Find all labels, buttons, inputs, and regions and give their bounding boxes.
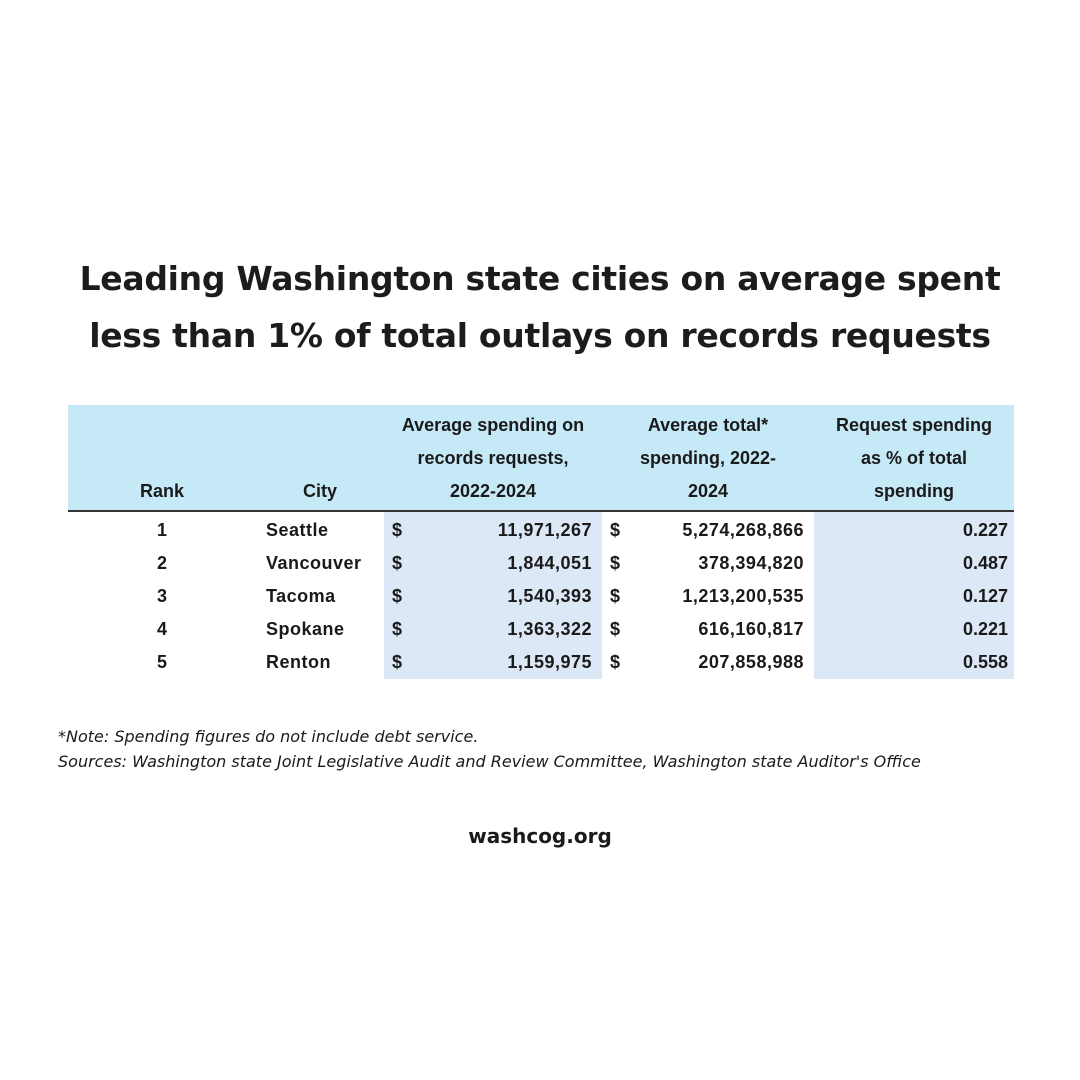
header-text: Rank bbox=[139, 481, 184, 501]
title-line-1: Leading Washington state cities on average spent bbox=[79, 259, 1001, 298]
currency-symbol: $ bbox=[610, 586, 621, 606]
header-text: 2022-2024 bbox=[449, 481, 537, 501]
header-text bbox=[256, 442, 384, 475]
table-header-row bbox=[68, 405, 1014, 511]
currency-symbol: $ bbox=[610, 619, 621, 639]
currency-symbol: $ bbox=[392, 619, 403, 639]
avg-total-cell bbox=[602, 646, 814, 679]
column-header-pct bbox=[814, 405, 1014, 511]
header-text: records requests, bbox=[417, 448, 569, 468]
avg-records-cell bbox=[384, 547, 602, 580]
avg-total-cell bbox=[602, 613, 814, 646]
rank-cell: 5 bbox=[156, 652, 167, 672]
column-header-avg-records bbox=[384, 405, 602, 511]
avg-records-cell bbox=[384, 613, 602, 646]
column-header-rank bbox=[68, 405, 256, 511]
page-title bbox=[40, 250, 1040, 364]
table-row bbox=[68, 646, 1014, 679]
amount-value: 1,159,975 bbox=[507, 652, 592, 672]
footnote-note: *Note: Spending figures do not include debt service. bbox=[58, 727, 479, 746]
column-header-city bbox=[256, 405, 384, 511]
website-link[interactable]: washcog.org bbox=[468, 824, 612, 848]
amount-value: 1,363,322 bbox=[507, 619, 592, 639]
pct-cell: 0.221 bbox=[814, 613, 1014, 646]
amount-value: 378,394,820 bbox=[698, 553, 804, 573]
rank-cell: 1 bbox=[156, 520, 167, 540]
table-body bbox=[68, 511, 1014, 679]
currency-symbol: $ bbox=[610, 553, 621, 573]
avg-total-cell bbox=[602, 511, 814, 547]
header-text: spending bbox=[874, 481, 954, 501]
city-cell: Tacoma bbox=[266, 586, 336, 606]
footnote-sources: Sources: Washington state Joint Legislative Audit and Review Committee, Washington state Auditor's Office bbox=[58, 752, 921, 771]
rank-cell: 4 bbox=[156, 619, 167, 639]
table-row bbox=[68, 613, 1014, 646]
currency-symbol: $ bbox=[610, 520, 621, 540]
amount-value: 1,213,200,535 bbox=[682, 586, 804, 606]
city-cell: Spokane bbox=[266, 619, 345, 639]
pct-cell: 0.487 bbox=[814, 547, 1014, 580]
currency-symbol: $ bbox=[610, 652, 621, 672]
pct-cell: 0.558 bbox=[814, 646, 1014, 679]
header-text: Average spending on bbox=[401, 415, 585, 435]
header-text: City bbox=[302, 481, 337, 501]
table-row bbox=[68, 547, 1014, 580]
amount-value: 1,844,051 bbox=[507, 553, 592, 573]
currency-symbol: $ bbox=[392, 586, 403, 606]
column-header-avg-total bbox=[602, 405, 814, 511]
footnotes bbox=[58, 724, 1048, 774]
header-text: as % of total bbox=[860, 448, 967, 468]
avg-total-cell bbox=[602, 580, 814, 613]
rank-cell: 3 bbox=[156, 586, 167, 606]
amount-value: 11,971,267 bbox=[497, 520, 592, 540]
title-line-2: less than 1% of total outlays on records requests bbox=[89, 316, 991, 355]
pct-cell: 0.227 bbox=[814, 511, 1014, 547]
amount-value: 616,160,817 bbox=[698, 619, 804, 639]
city-cell: Seattle bbox=[266, 520, 329, 540]
rank-cell: 2 bbox=[156, 553, 167, 573]
avg-total-cell bbox=[602, 547, 814, 580]
header-text: 2024 bbox=[687, 481, 729, 501]
currency-symbol: $ bbox=[392, 652, 403, 672]
avg-records-cell bbox=[384, 580, 602, 613]
city-cell: Vancouver bbox=[266, 553, 362, 573]
amount-value: 207,858,988 bbox=[698, 652, 804, 672]
header-text bbox=[68, 409, 256, 442]
table-row bbox=[68, 580, 1014, 613]
header-text bbox=[68, 442, 256, 475]
amount-value: 5,274,268,866 bbox=[682, 520, 804, 540]
pct-cell: 0.127 bbox=[814, 580, 1014, 613]
header-text bbox=[256, 409, 384, 442]
header-text: Request spending bbox=[835, 415, 992, 435]
header-text: spending, 2022- bbox=[639, 448, 777, 468]
spending-table bbox=[68, 405, 1014, 677]
currency-symbol: $ bbox=[392, 553, 403, 573]
city-cell: Renton bbox=[266, 652, 331, 672]
table-row bbox=[68, 511, 1014, 547]
amount-value: 1,540,393 bbox=[507, 586, 592, 606]
header-text: Average total* bbox=[647, 415, 769, 435]
avg-records-cell bbox=[384, 646, 602, 679]
currency-symbol: $ bbox=[392, 520, 403, 540]
avg-records-cell bbox=[384, 511, 602, 547]
